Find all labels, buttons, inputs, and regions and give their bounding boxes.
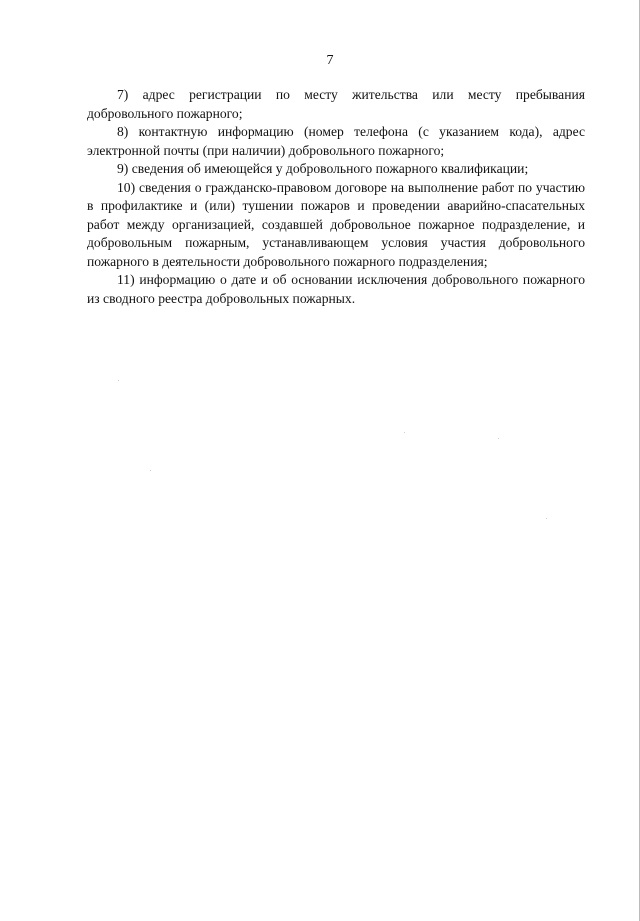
scan-speck — [546, 518, 547, 519]
scan-speck — [498, 438, 499, 439]
document-body — [87, 86, 585, 308]
scan-speck — [150, 470, 151, 471]
scan-speck — [404, 432, 405, 433]
list-item-9: 9) сведения об имеющейся у добровольного пожарного квалификации; — [117, 161, 529, 176]
list-item-10: 10) сведения о гражданско-правовом договоре на выполнение работ по участию в профилактике и (или) тушении пожаров и проведении аварийно-спасательных работ между организацией, создавшей добровольное пожарное подразделение, и добровольным пожарным, устанавливающем условия участия добровольного пожарного в деятельности добровольного пожарного подразделения; — [87, 179, 585, 269]
list-item-8: 8) контактную информацию (номер телефона (с указанием кода), адрес электронной почты (при наличии) добровольного пожарного; — [87, 124, 585, 158]
list-item-11: 11) информацию о дате и об основании исключения добровольного пожарного из сводного реестра добровольных пожарных. — [87, 272, 585, 306]
page-number: 7 — [326, 53, 334, 68]
scan-speck — [118, 380, 119, 381]
list-item-7: 7) адрес регистрации по месту жительства или месту пребывания добровольного пожарного; — [87, 87, 585, 121]
